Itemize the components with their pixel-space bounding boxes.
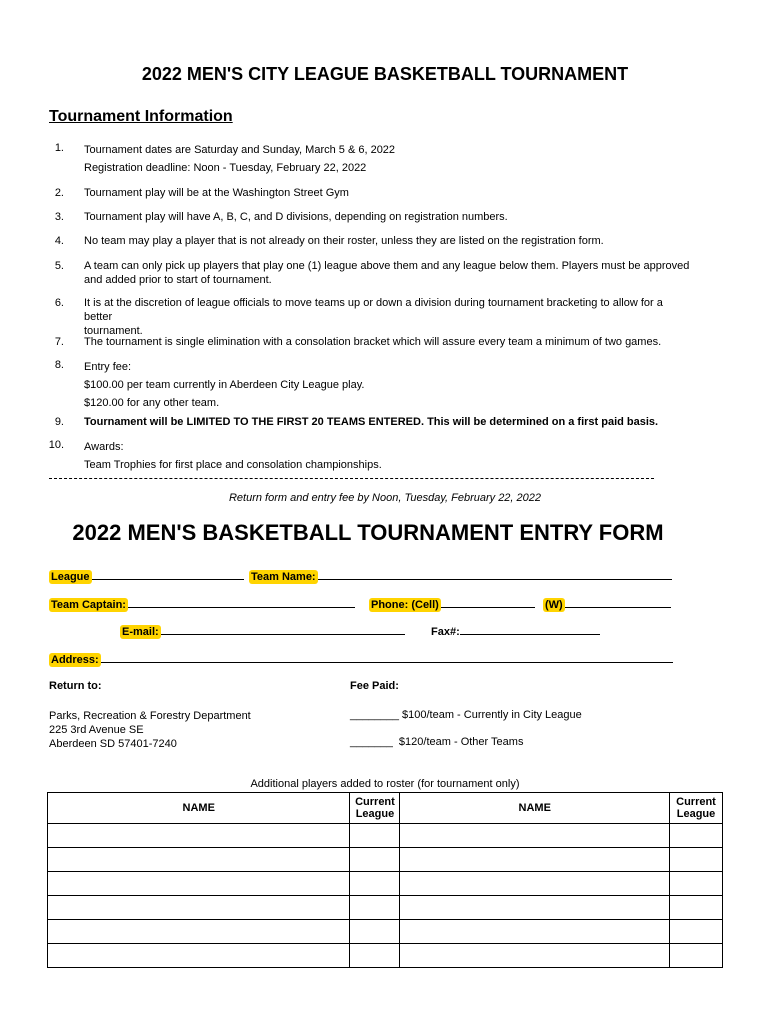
address-label: Address: xyxy=(51,654,99,666)
fee-option-city-league[interactable]: ________ $100/team - Currently in City League xyxy=(350,709,582,721)
item-line: Tournament will be LIMITED TO THE FIRST 20 TEAMS ENTERED. This will be determined on a first paid basis. xyxy=(84,416,659,428)
current-league-header: Current League xyxy=(350,793,400,824)
fee-option-other-teams[interactable]: _______ $120/team - Other Teams xyxy=(350,736,524,748)
item-text xyxy=(84,358,694,412)
item-line: Team Trophies for first place and consolation championships. xyxy=(84,459,382,471)
item-line: No team may play a player that is not already on their roster, unless they are listed on the registration form. xyxy=(84,235,604,247)
item-number: 2. xyxy=(54,187,64,199)
item-text xyxy=(84,296,694,338)
item-line: It is at the discretion of league officials to move teams up or down a division during tournament bracketing to allow for a better xyxy=(84,297,663,323)
roster-row xyxy=(48,824,723,848)
item-line: Awards: xyxy=(84,441,124,453)
team-captain-label: Team Captain: xyxy=(51,599,126,611)
return-note: Return form and entry fee by Noon, Tuesday, February 22, 2022 xyxy=(228,492,542,504)
league-cell[interactable] xyxy=(670,944,723,968)
address-line: Aberdeen SD 57401-7240 xyxy=(49,738,177,750)
roster-row xyxy=(48,896,723,920)
name-cell[interactable] xyxy=(400,848,670,872)
item-line: A team can only pick up players that play one (1) league above them and any league below them. Players must be approved xyxy=(84,260,690,272)
address-line: Parks, Recreation & Forestry Department xyxy=(49,710,251,722)
email-field[interactable] xyxy=(120,623,405,638)
email-label: E-mail: xyxy=(122,626,159,638)
name-cell[interactable] xyxy=(48,824,350,848)
phone-w-field[interactable] xyxy=(543,596,671,611)
item-number: 4. xyxy=(54,235,64,247)
current-league-header: Current League xyxy=(670,793,723,824)
roster-row xyxy=(48,944,723,968)
roster-row xyxy=(48,872,723,896)
item-number: 8. xyxy=(54,359,64,371)
roster-header-row xyxy=(48,793,723,824)
item-line: $100.00 per team currently in Aberdeen City League play. xyxy=(84,379,365,391)
name-cell[interactable] xyxy=(48,872,350,896)
roster-caption: Additional players added to roster (for tournament only) xyxy=(250,778,520,790)
roster-table xyxy=(47,792,723,968)
roster-row xyxy=(48,920,723,944)
item-number: 7. xyxy=(54,336,64,348)
name-header: NAME xyxy=(400,793,670,824)
item-text xyxy=(84,186,694,200)
league-cell[interactable] xyxy=(670,920,723,944)
item-text xyxy=(84,259,694,287)
item-line: Entry fee: xyxy=(84,361,132,373)
name-cell[interactable] xyxy=(48,920,350,944)
item-number: 3. xyxy=(54,211,64,223)
item-number: 6. xyxy=(54,297,64,309)
phone-cell-field[interactable] xyxy=(369,596,535,611)
league-cell[interactable] xyxy=(670,872,723,896)
item-text xyxy=(84,210,694,224)
name-cell[interactable] xyxy=(48,896,350,920)
return-to-label: Return to: xyxy=(49,680,102,692)
phone-cell-label: Phone: (Cell) xyxy=(371,599,439,611)
team-captain-field[interactable] xyxy=(49,596,355,611)
item-number: 10. xyxy=(48,439,64,451)
item-line: and added prior to start of tournament. xyxy=(84,274,272,286)
form-title: 2022 MEN'S BASKETBALL TOURNAMENT ENTRY FORM xyxy=(72,520,664,545)
league-cell[interactable] xyxy=(350,824,400,848)
item-line: $120.00 for any other team. xyxy=(84,397,220,409)
item-line: Tournament play will have A, B, C, and D divisions, depending on registration numbers. xyxy=(84,211,508,223)
league-cell[interactable] xyxy=(350,920,400,944)
league-cell[interactable] xyxy=(670,896,723,920)
item-line: Registration deadline: Noon - Tuesday, February 22, 2022 xyxy=(84,162,367,174)
item-text xyxy=(84,438,694,474)
league-cell[interactable] xyxy=(350,848,400,872)
name-cell[interactable] xyxy=(48,944,350,968)
item-line: Tournament dates are Saturday and Sunday, March 5 & 6, 2022 xyxy=(84,144,396,156)
fax-label: Fax#: xyxy=(431,626,460,638)
item-number: 5. xyxy=(54,260,64,272)
section-heading: Tournament Information xyxy=(49,108,233,125)
phone-w-label: (W) xyxy=(545,599,563,611)
item-text xyxy=(84,234,694,248)
address-field[interactable] xyxy=(49,651,673,666)
league-label: League xyxy=(51,571,90,583)
name-cell[interactable] xyxy=(48,848,350,872)
team-name-field[interactable] xyxy=(249,568,672,583)
name-header: NAME xyxy=(48,793,350,824)
name-cell[interactable] xyxy=(400,920,670,944)
item-number: 9. xyxy=(54,416,64,428)
name-cell[interactable] xyxy=(400,944,670,968)
name-cell[interactable] xyxy=(400,872,670,896)
item-text xyxy=(84,415,694,429)
team-name-label: Team Name: xyxy=(251,571,316,583)
league-cell[interactable] xyxy=(350,896,400,920)
league-cell[interactable] xyxy=(350,944,400,968)
item-line: The tournament is single elimination with a consolation bracket which will assure every team a minimum of two games. xyxy=(84,336,662,348)
league-cell[interactable] xyxy=(350,872,400,896)
item-number: 1. xyxy=(54,142,64,154)
league-field[interactable] xyxy=(49,568,244,583)
fax-field[interactable] xyxy=(431,623,600,638)
page-title: 2022 MEN'S CITY LEAGUE BASKETBALL TOURNAMENT xyxy=(141,64,629,84)
roster-row xyxy=(48,848,723,872)
return-address xyxy=(49,709,251,751)
name-cell[interactable] xyxy=(400,824,670,848)
item-line: Tournament play will be at the Washington Street Gym xyxy=(84,187,349,199)
item-text xyxy=(84,335,694,349)
league-cell[interactable] xyxy=(670,848,723,872)
league-cell[interactable] xyxy=(670,824,723,848)
name-cell[interactable] xyxy=(400,896,670,920)
item-line: tournament. xyxy=(84,325,143,337)
fee-paid-label: Fee Paid: xyxy=(350,680,399,692)
address-line: 225 3rd Avenue SE xyxy=(49,724,144,736)
item-text xyxy=(84,141,694,177)
cut-line xyxy=(49,478,654,479)
